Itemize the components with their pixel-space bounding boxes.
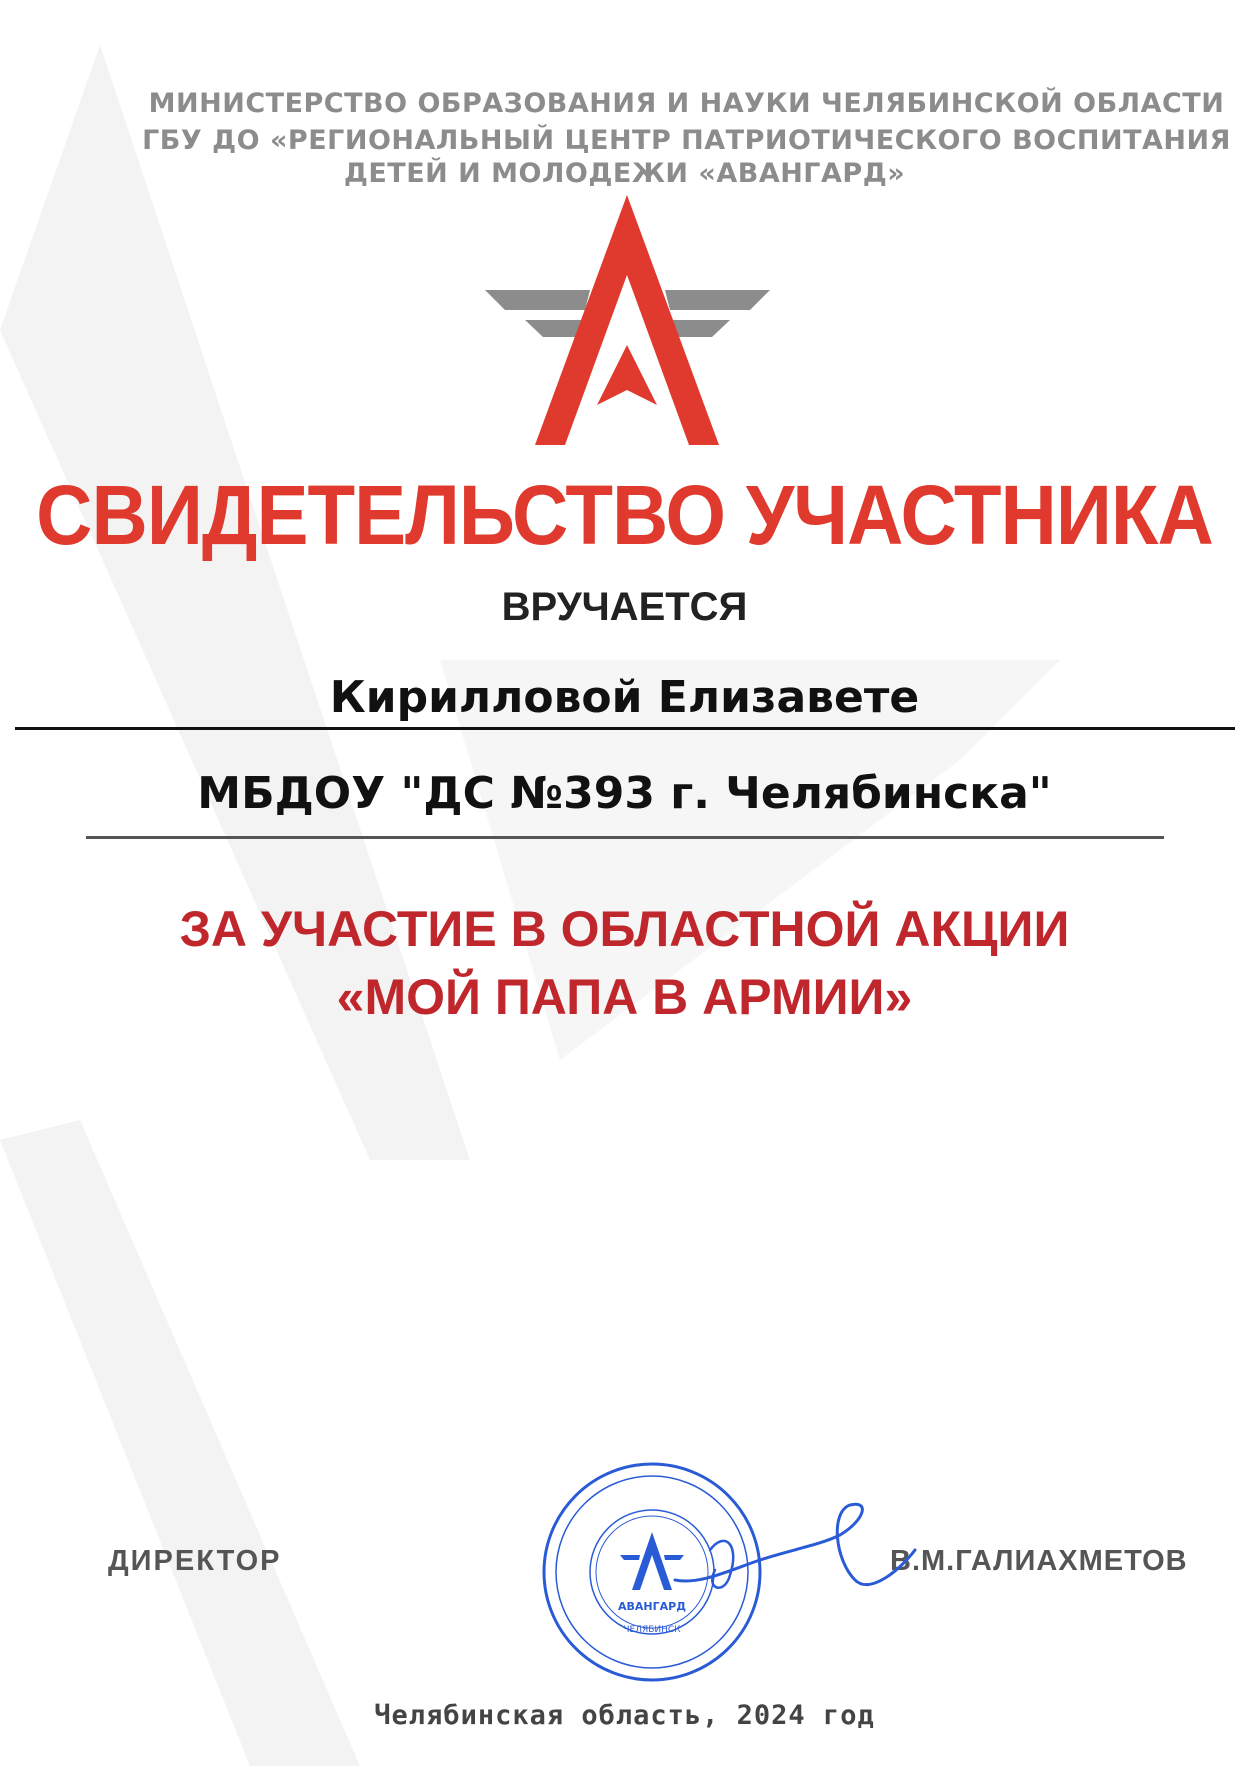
center-header-cont: ДЕТЕЙ И МОЛОДЕЖИ «АВАНГАРД»: [343, 158, 906, 189]
stamp-center-text: АВАНГАРД: [618, 1600, 686, 1613]
reason-line-2: «МОЙ ПАПА В АРМИИ»: [336, 969, 913, 1025]
organization-name: МБДОУ "ДС №393 г. Челябинска": [197, 768, 1052, 819]
director-label: ДИРЕКТОР: [108, 1545, 282, 1577]
director-signature: [670, 1490, 920, 1630]
director-name: В.М.ГАЛИАХМЕТОВ: [890, 1545, 1188, 1577]
stamp-city-text: ЧЕЛЯБИНСК: [623, 1625, 681, 1635]
organization-underline: [86, 836, 1164, 839]
reason-line-1: ЗА УЧАСТИЕ В ОБЛАСТНОЙ АКЦИИ: [179, 901, 1070, 957]
awarded-label: ВРУЧАЕТСЯ: [501, 585, 748, 629]
footer-location-year: Челябинская область, 2024 год: [374, 1700, 875, 1731]
certificate-title: СВИДЕТЕЛЬСТВО УЧАСТНИКА: [36, 467, 1213, 563]
ministry-header: МИНИСТЕРСТВО ОБРАЗОВАНИЯ И НАУКИ ЧЕЛЯБИНСКОЙ ОБЛАСТИ: [148, 88, 1225, 119]
recipient-name: Кирилловой Елизавете: [329, 672, 920, 723]
avangard-logo-icon: [485, 195, 770, 450]
recipient-underline: [15, 727, 1235, 730]
center-header: ГБУ ДО «РЕГИОНАЛЬНЫЙ ЦЕНТР ПАТРИОТИЧЕСКОГО ВОСПИТАНИЯ: [142, 125, 1231, 156]
